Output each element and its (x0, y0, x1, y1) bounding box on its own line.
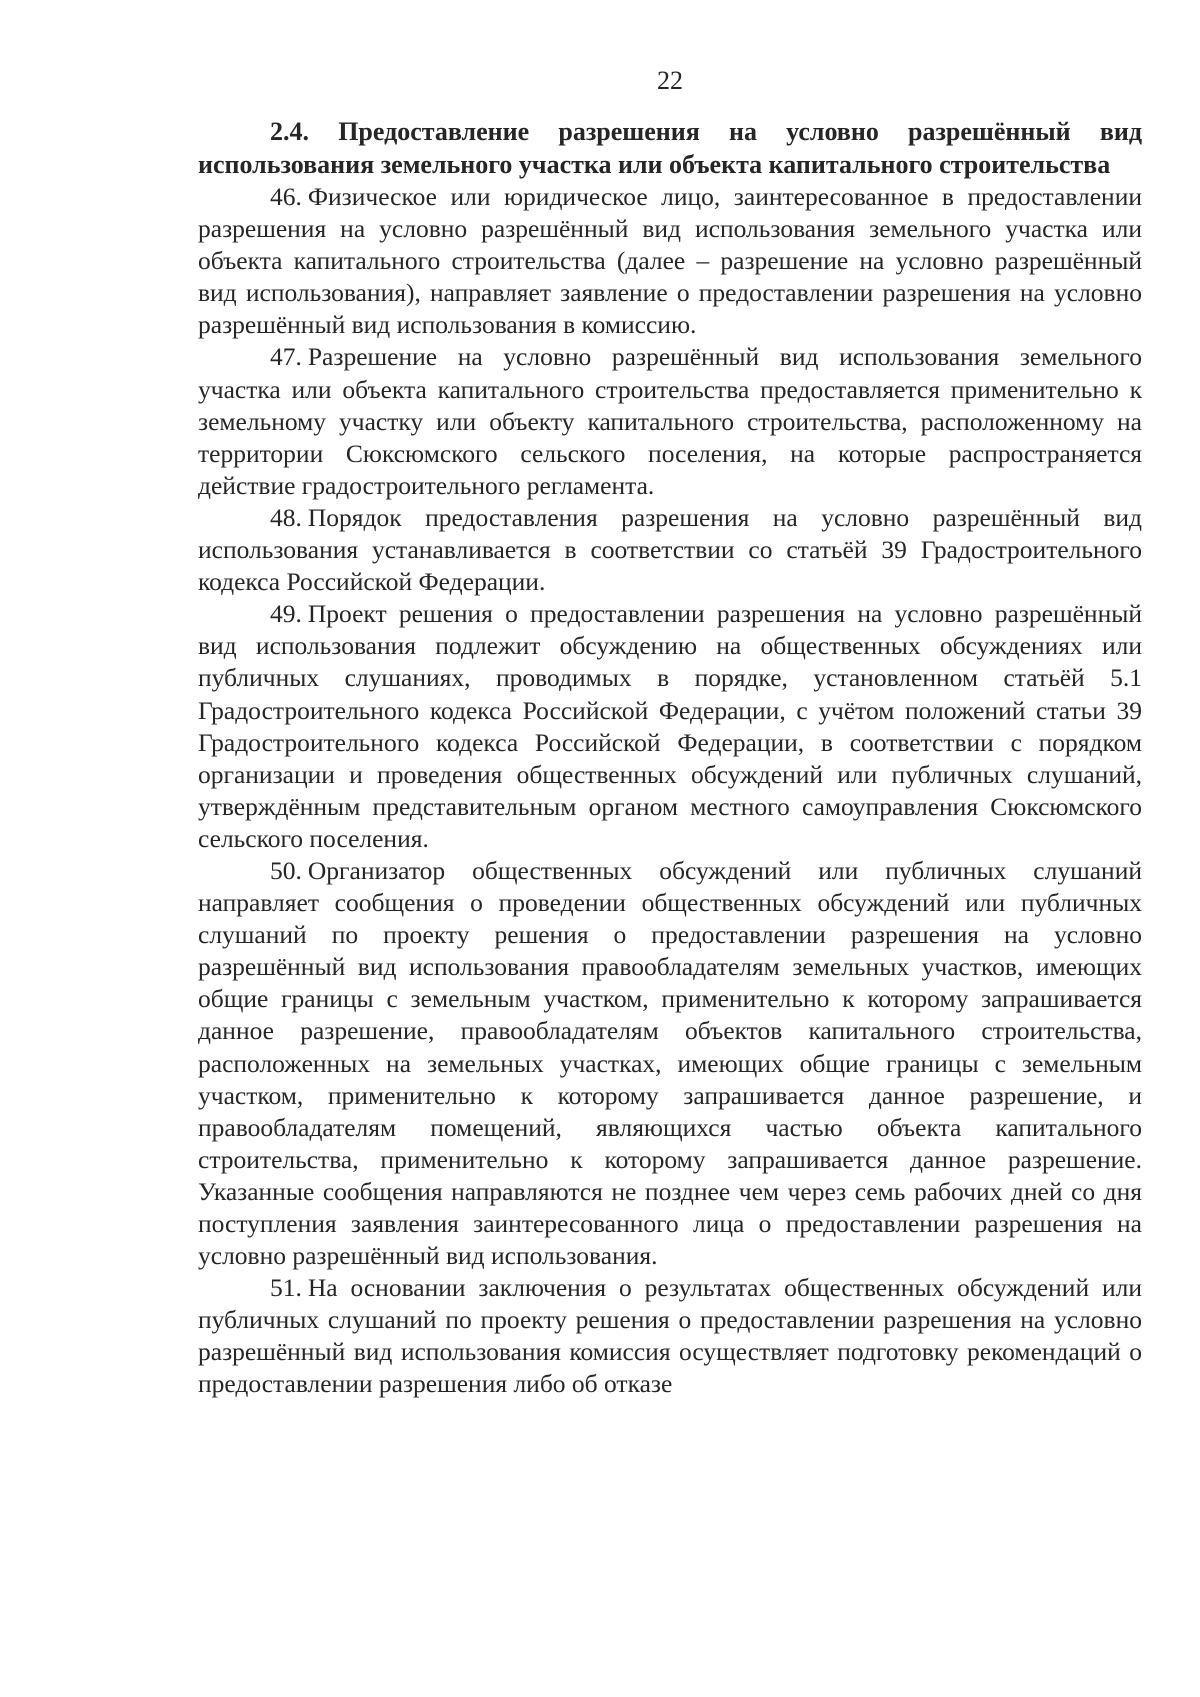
paragraph-number: 50. (270, 855, 302, 885)
section-title: Предоставление разрешения на условно разрешённый вид использования земельного участка или объекта капитального строительства (198, 117, 1142, 179)
paragraph-48 (198, 502, 1142, 598)
paragraph-text: Организатор общественных обсуждений или публичных слушаний направляет сообщения о проведении общественных обсуждений или публичных слушаний по проекту решения о предоставлении разрешения на условно разрешённый вид использования правообладателям земельных участков, имеющих общие границы с земельным участком, применительно к которому запрашивается данное разрешение, правообладателям объектов капитального строительства, расположенных на земельных участках, имеющих общие границы с земельным участком, применительно к которому запрашивается данное разрешение, и правообладателям помещений, являющихся частью объекта капитального строительства, применительно к которому запрашивается данное разрешение. Указанные сообщения направляются не позднее чем через семь рабочих дней со дня поступления заявления заинтересованного лица о предоставлении разрешения на условно разрешённый вид использования. (198, 855, 1142, 1271)
paragraph-46 (198, 181, 1142, 341)
section-heading (198, 116, 1142, 181)
paragraph-text: На основании заключения о результатах общественных обсуждений или публичных слушаний по проекту решения о предоставлении разрешения на условно разрешённый вид использования комиссия осуществляет подготовку рекомендаций о предоставлении разрешения либо об отказе (198, 1273, 1142, 1399)
paragraph-47 (198, 341, 1142, 501)
page-number: 22 (657, 66, 683, 95)
section-number: 2.4. (270, 117, 309, 146)
paragraph-number: 46. (270, 182, 302, 211)
paragraph-text: Разрешение на условно разрешённый вид использования земельного участка или объекта капитального строительства предоставляется применительно к земельному участку или объекту капитального строительства, расположенному на территории Сюксюмского сельского поселения, на которые распространяется действие градостроительного регламента. (198, 342, 1142, 500)
paragraph-number: 49. (270, 599, 302, 629)
paragraph-51 (198, 1272, 1142, 1400)
paragraph-number: 48. (270, 502, 302, 532)
paragraph-50 (198, 855, 1142, 1272)
paragraph-text: Физическое или юридическое лицо, заинтересованное в предоставлении разрешения на условно разрешённый вид использования земельного участка или объекта капитального строительства (далее – разрешение на условно разрешённый вид использования), направляет заявление о предоставлении разрешения на условно разрешённый вид использования в комиссию. (198, 182, 1142, 340)
paragraph-49 (198, 598, 1142, 855)
paragraph-text: Порядок предоставления разрешения на условно разрешённый вид использования устанавливается в соответствии со статьёй 39 Градостроительного кодекса Российской Федерации. (198, 502, 1142, 597)
document-page (198, 68, 1142, 1401)
paragraph-number: 51. (270, 1273, 302, 1303)
paragraph-text: Проект решения о предоставлении разрешения на условно разрешённый вид использования подлежит обсуждению на общественных обсуждениях или публичных слушаниях, проводимых в порядке, установленном статьёй 5.1 Градостроительного кодекса Российской Федерации, с учётом положений статьи 39 Градостроительного кодекса Российской Федерации, в соответствии с порядком организации и проведения общественных обсуждений или публичных слушаний, утверждённым представительным органом местного самоуправления Сюксюмского сельского поселения. (198, 599, 1142, 853)
paragraph-number: 47. (270, 342, 302, 372)
